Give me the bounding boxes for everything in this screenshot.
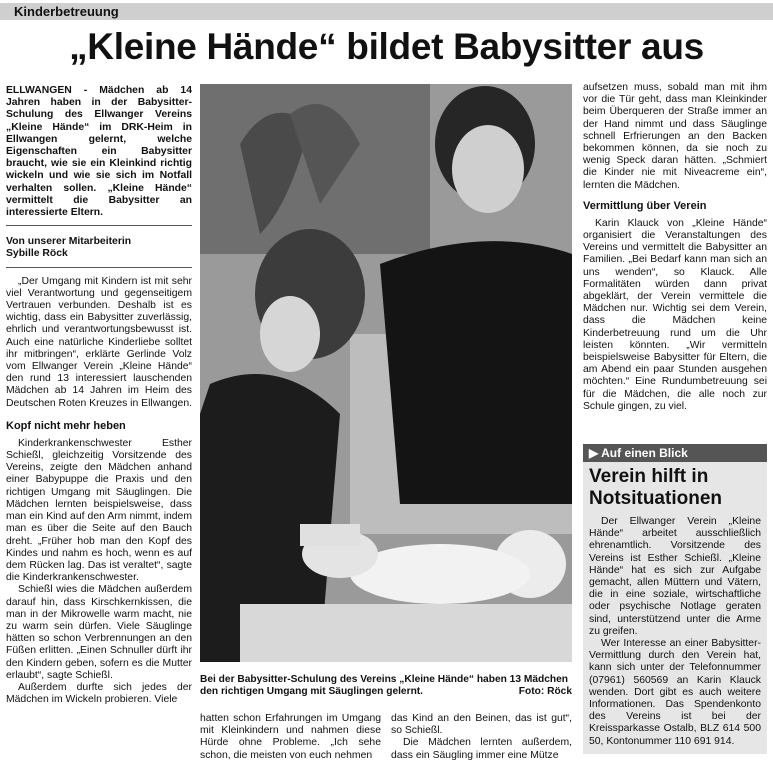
byline-divider: [6, 267, 192, 268]
column-1: [6, 85, 192, 706]
box-p1-text: Der Ellwanger Verein „Kleine Hände“ arbeitet ausschließlich ehrenamtlich. Vorsitzende des Vereins ist Esther Schießl. „Kleine Hände“ hat es sich zur Aufgabe gemacht, allen Müttern und Vätern, die in eine soziale, wirtschaftliche oder psychische Notlage geraten sind, unterstützend unter die Arme zu greifen.: [589, 516, 761, 637]
byline-line-1: Von unserer Mitarbeiterin: [6, 236, 132, 248]
box-p2-text: Wer Interesse an einer Babysitter-Vermittlung durch den Verein hat, kann sich unter der Telefonnummer (07961) 560569 an Karin Klauck wenden. Dort gibt es auch weitere Informationen. Das Spendenkonto des Vereins ist bei der Kreissparkasse Ostalb, BLZ 614 500 50, Kontonummer 110 691 914.: [589, 638, 761, 747]
col4-p2-text: Karin Klauck von „Kleine Hände“ organisiert die Veranstaltungen des Vereins und vermittelt die Babysitter an Familien. „Bei Bedarf kann man sich an uns wenden“, so Klauck. Alle Formalitäten würden dann privat abgeklärt, der Verein vermittele die Mädchen nur. Wichtig sei dem Verein, dass die Mädchen keine Kinderbetreuung rund um die Uhr leisten könnten. „Wir vermitteln beispielsweise Babysitter für Eltern, die am Abend ein paar Stunden ausgehen möchten.“ Eine Rundumbetreuung sei für die Mädchen, die alle noch zur Schule gingen, zu viel.: [583, 217, 767, 412]
col1-body: [6, 438, 192, 706]
col4-paragraph-2: [583, 218, 767, 413]
photo-illustration: [200, 84, 572, 662]
box-text: [589, 516, 761, 748]
caption-text: Bei der Babysitter-Schulung des Vereins „Kleine Hände“ haben 13 Mädchen den richtigen Umgang mit Säuglingen gelernt.: [200, 674, 568, 697]
col1-p3-text: Schießl wies die Mädchen außerdem darauf hin, dass Kirschkernkissen, die man in der Mikrowelle warm macht, nie zu warm sein dürfen. Viele Säuglinge hätten so schon Verbrennungen an den Füßen erlitten. „Einen Schnuller dürft ihr den Kindern geben, sofern es die Mutter erlaubt“, sagte Schießl.: [6, 584, 192, 681]
col3-bottom-text-2: Die Mädchen lernten außerdem, dass ein Säugling immer eine Mütze: [391, 737, 572, 761]
lead-paragraph: ELLWANGEN - Mädchen ab 14 Jahren haben in der Babysitter-Schulung des Ellwanger Vereins „Kleine Hände“ im DRK-Heim in Ellwangen gelernt, welche Eigenschaften ein Babysitter braucht, wie sie ein Kleinkind richtig wickeln und wie sie sich im Notfall verhalten sollen. „Kleine Hände“ vermittelt die Babysitter an interessierte Eltern.: [6, 85, 192, 219]
subheading-kopf: Kopf nicht mehr heben: [6, 419, 126, 432]
box-headline-2: Notsituationen: [589, 488, 722, 509]
col2-bottom-text: hatten schon Erfahrungen im Umgang mit Kleinkindern und nahmen diese Hürde ohne Probleme. „Ich sehe schon, die meisten von euch nehmen: [200, 713, 381, 761]
rubric-label: Kinderbetreuung: [14, 4, 119, 19]
col1-p4-text: Außerdem durfte sich jedes der Mädchen im Wickeln probieren. Viele: [6, 681, 192, 706]
col1-paragraph-1: [6, 276, 192, 410]
col1-p1-text: „Der Umgang mit Kindern ist mit sehr viel Verantwortung und gegenseitigem Vertrauen verbunden. Deshalb ist es wichtig, dass ein Babysitter zuverlässig, ehrlich und verantwortungsbewusst ist. Auch eine natürliche Kinderliebe solltet ihr mitbringen“, erklärte Gerlinde Volz vom Ellwanger Verein „Kleine Hände“ den rund 13 interessiert lauschenden Mädchen ab 14 Jahren im Heim des Deutschen Roten Kreuzes in Ellwangen.: [6, 275, 192, 409]
column-3-bottom: [391, 713, 572, 762]
subheading-vermittlung: Vermittlung über Verein: [583, 199, 707, 212]
info-box: [583, 444, 767, 754]
column-4: [583, 82, 767, 413]
col4-p1-text: aufsetzen muss, sobald man mit ihm vor die Tür geht, dass man Kleinkinder beim Überqueren der Straße immer an der Hand nimmt und dass Säuglinge schnell Erfrierungen an den Backen bekommen können, da sie noch zu wenig Speck daran hätten. „Schmiert die Kinder nie mit Niveacreme ein“, lernten die Mädchen.: [583, 82, 767, 191]
photo: [200, 84, 572, 662]
byline-line-2: Sybille Röck: [6, 248, 68, 260]
box-headline-1: Verein hilft in: [589, 466, 709, 487]
column-2-bottom: [200, 713, 381, 762]
photo-credit: Foto: Röck: [518, 686, 572, 697]
photo-caption: [200, 674, 572, 698]
box-tag-label: Auf einen Blick: [601, 446, 688, 460]
box-body: [583, 462, 767, 754]
col1-p2-text: Kinderkrankenschwester Esther Schießl, gleichzeitig Vorsitzende des Vereins, zeigte den Mädchen anhand einer Babypuppe die Praxis und den richtigen Umgang mit Säuglingen. Die Mädchen lernten beispielsweise, dass man ein Kind auf den Arm nimmt, indem man es über die Seite auf den Bauch dreht. „Früher hob man den Kopf des Kindes und nahm es hoch, wenn es auf dem Rücken lag. Das ist veraltet“, sagte die Kinderkrankenschwester.: [6, 437, 192, 584]
headline: „Kleine Hände“ bildet Babysitter aus: [69, 26, 704, 67]
col3-bottom-text-1: das Kind an den Beinen, das ist gut“, so Schießl.: [391, 713, 572, 737]
rubric-bar: [0, 3, 773, 20]
box-tag: ▶ Auf einen Blick: [583, 444, 767, 462]
col4-paragraph-1: [583, 82, 767, 192]
lead-divider: [6, 225, 192, 226]
